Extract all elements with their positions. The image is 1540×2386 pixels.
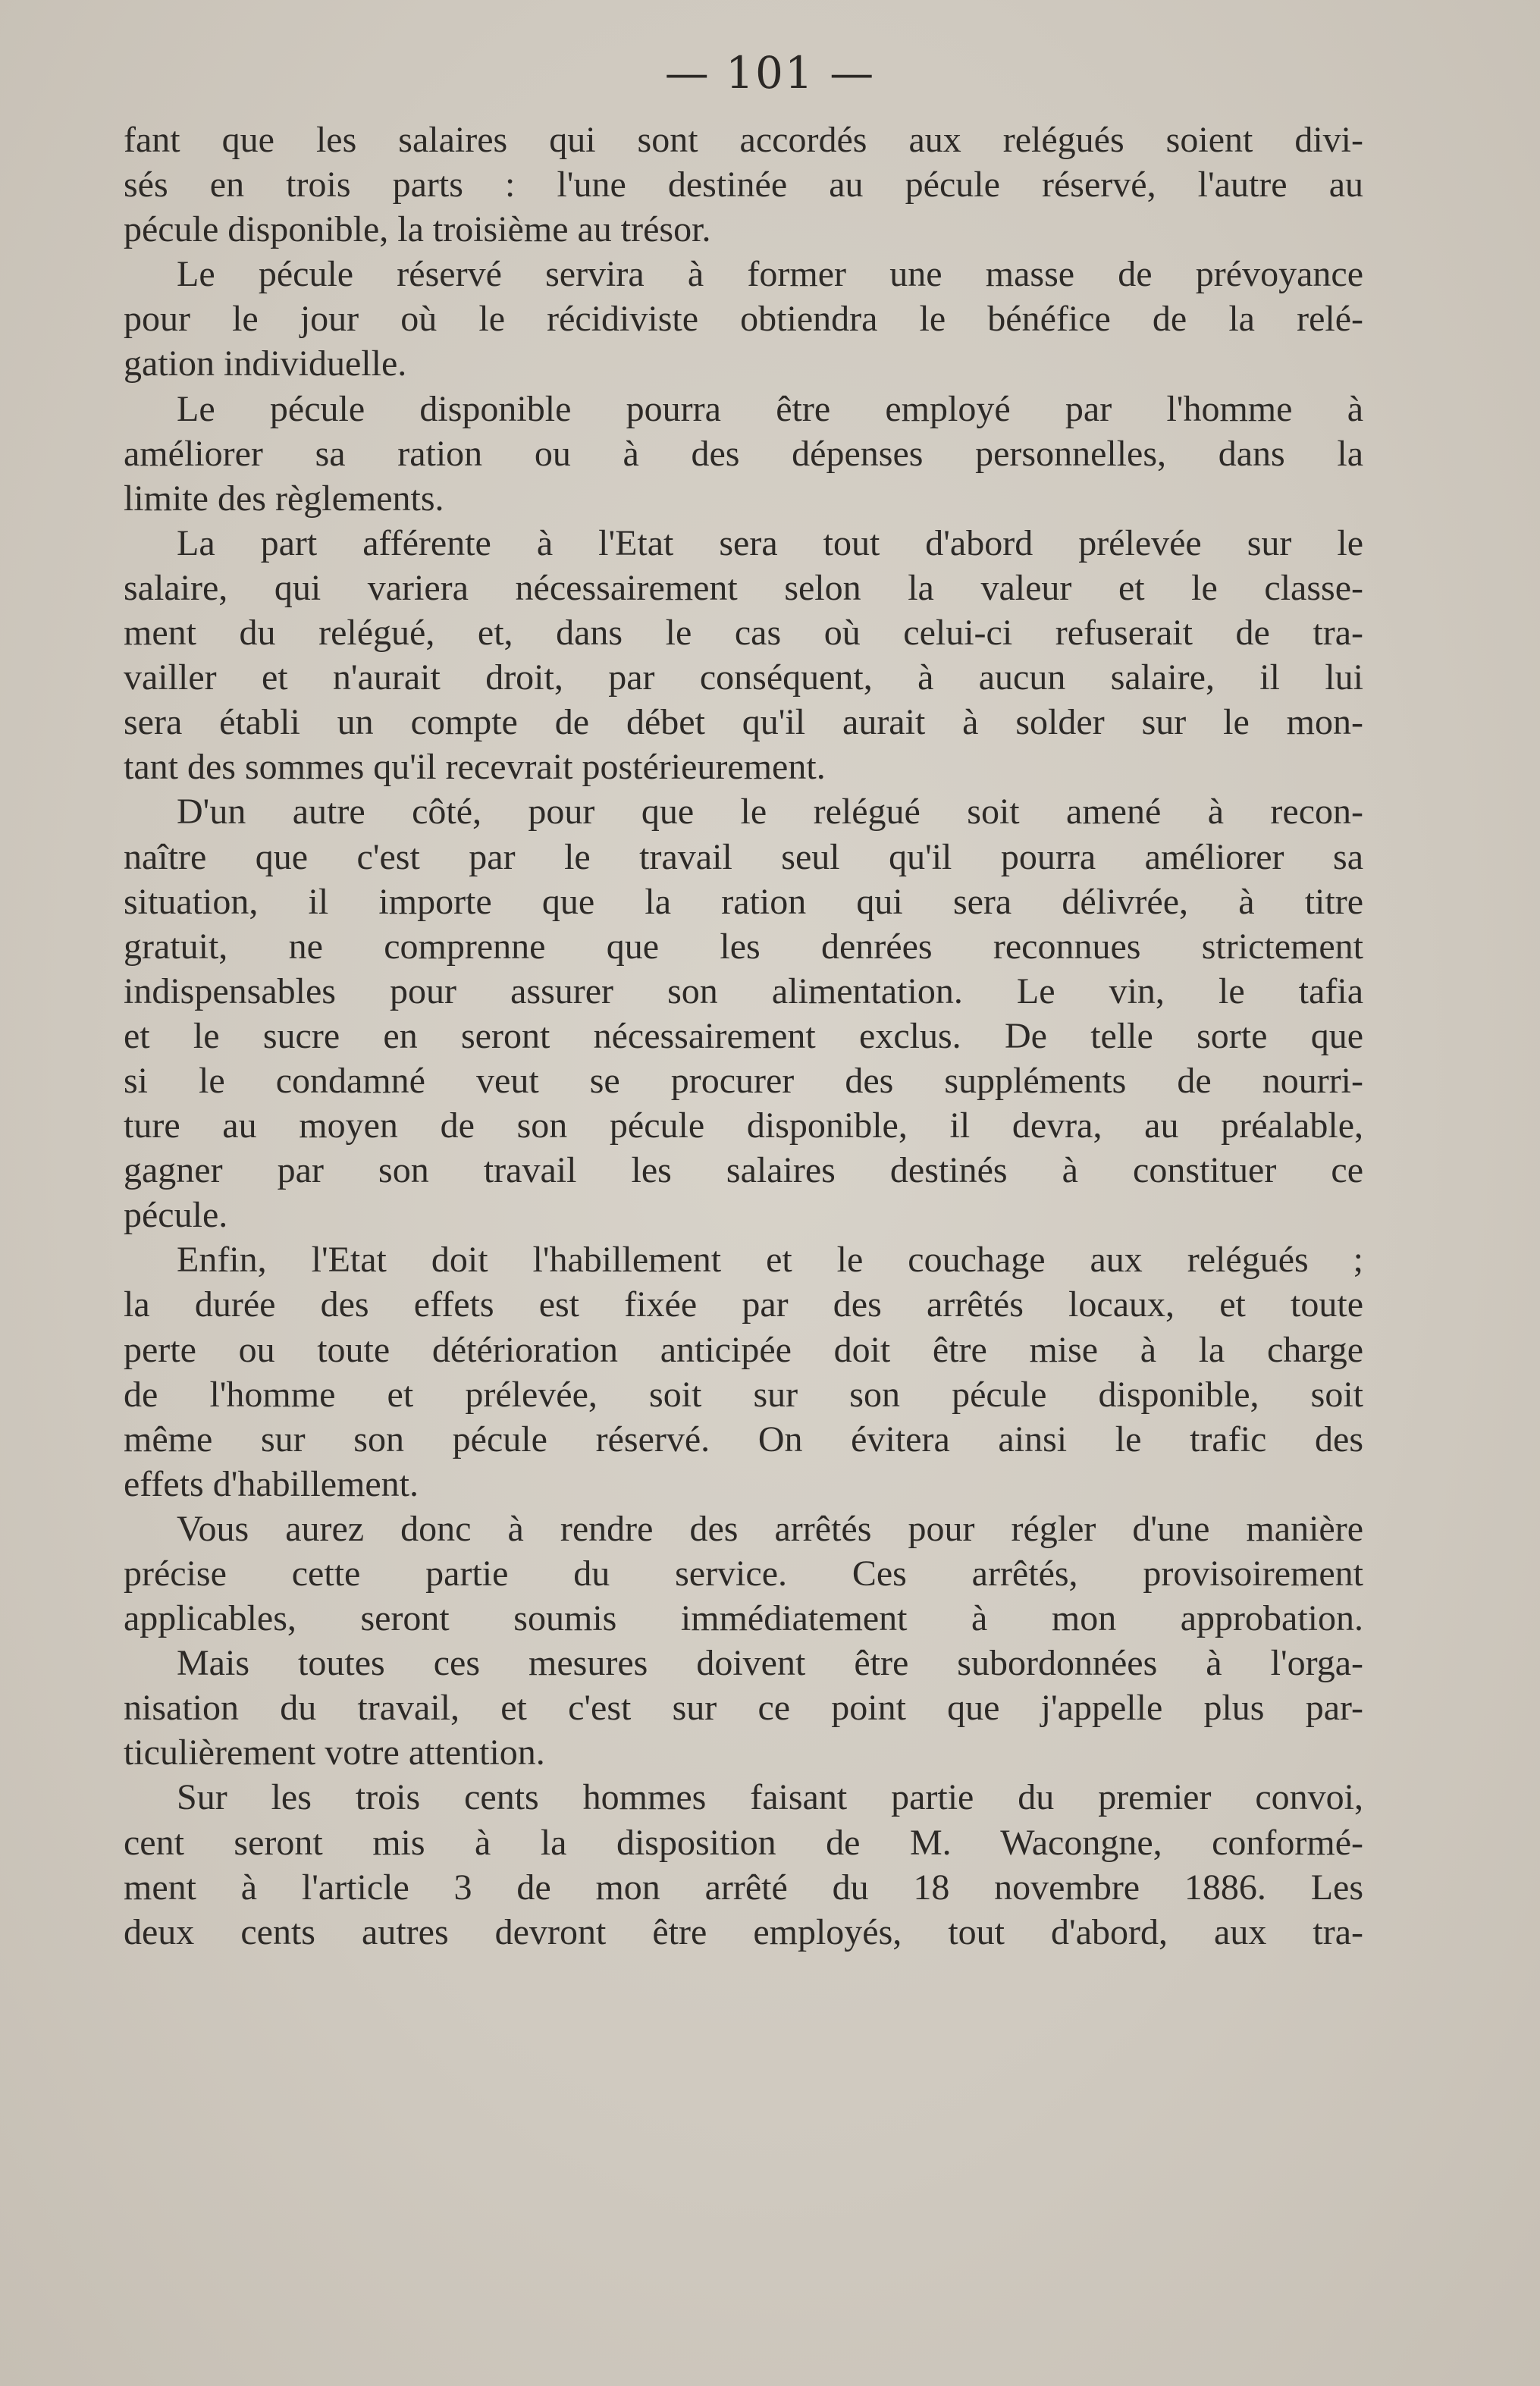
text-line: ment à l'article 3 de mon arrêté du 18 novembre 1886. Les — [124, 1867, 1363, 1908]
paragraph — [124, 387, 1363, 521]
text-line: perte ou toute détérioration anticipée doit être mise à la charge — [124, 1329, 1363, 1370]
text-line: limite des règlements. — [124, 478, 444, 519]
text-line: de l'homme et prélevée, soit sur son pécule disponible, soit — [124, 1374, 1363, 1415]
paragraph — [124, 118, 1363, 252]
text-line: pécule disponible, la troisième au trésor. — [124, 209, 711, 250]
text-line: Sur les trois cents hommes faisant partie du premier convoi, — [177, 1777, 1363, 1818]
text-line: situation, il importe que la ration qui sera délivrée, à titre — [124, 881, 1363, 922]
text-line: Le pécule réservé servira à former une masse de prévoyance — [177, 254, 1363, 295]
text-line: applicables, seront soumis immédiatement à mon approbation. — [124, 1598, 1363, 1639]
text-line: même sur son pécule réservé. On évitera ainsi le trafic des — [124, 1419, 1363, 1460]
text-line: si le condamné veut se procurer des suppléments de nourri- — [124, 1060, 1363, 1101]
text-line: D'un autre côté, pour que le relégué soit amené à recon- — [177, 792, 1363, 832]
page-number: — 101 — — [664, 47, 876, 99]
text-line: pour le jour où le récidiviste obtiendra le bénéfice de la relé- — [124, 299, 1363, 340]
text-line: cent seront mis à la disposition de M. Wacongne, conformé- — [124, 1822, 1363, 1863]
text-line: deux cents autres devront être employés, tout d'abord, aux tra- — [124, 1911, 1363, 1952]
text-line: sera établi un compte de débet qu'il aurait à solder sur le mon- — [124, 702, 1363, 743]
text-line: améliorer sa ration ou à des dépenses personnelles, dans la — [124, 433, 1363, 474]
text-line: tant des sommes qu'il recevrait postérieurement. — [124, 747, 826, 788]
text-line: gratuit, ne comprenne que les denrées reconnues strictement — [124, 926, 1363, 967]
paragraph — [124, 521, 1363, 790]
text-line: la durée des effets est fixée par des arrêtés locaux, et toute — [124, 1284, 1363, 1325]
text-line: Le pécule disponible pourra être employé par l'homme à — [177, 388, 1363, 429]
paragraph — [124, 789, 1363, 1237]
text-line: Vous aurez donc à rendre des arrêtés pour régler d'une manière — [177, 1508, 1363, 1549]
text-line: vailler et n'aurait droit, par conséquent, à aucun salaire, il lui — [124, 657, 1363, 698]
text-line: ture au moyen de son pécule disponible, il devra, au préalable, — [124, 1105, 1363, 1146]
text-line: sés en trois parts : l'une destinée au pécule réservé, l'autre au — [124, 165, 1363, 205]
text-line: La part afférente à l'Etat sera tout d'abord prélevée sur le — [177, 522, 1363, 563]
paragraph — [124, 1775, 1363, 1954]
paragraph — [124, 1641, 1363, 1775]
text-line: ticulièrement votre attention. — [124, 1732, 545, 1773]
text-line: pécule. — [124, 1195, 228, 1236]
text-line: gation individuelle. — [124, 343, 407, 384]
text-line: Mais toutes ces mesures doivent être subordonnées à l'orga- — [177, 1643, 1363, 1684]
text-line: effets d'habillement. — [124, 1463, 419, 1504]
paragraph — [124, 1507, 1363, 1641]
text-line: fant que les salaires qui sont accordés aux relégués soient divi- — [124, 120, 1363, 160]
paragraph — [124, 252, 1363, 386]
text-line: nisation du travail, et c'est sur ce point que j'appelle plus par- — [124, 1688, 1363, 1729]
text-line: naître que c'est par le travail seul qu'il pourra améliorer sa — [124, 836, 1363, 877]
text-line: Enfin, l'Etat doit l'habillement et le couchage aux relégués ; — [177, 1240, 1363, 1281]
paragraph — [124, 1237, 1363, 1507]
text-line: indispensables pour assurer son alimentation. Le vin, le tafia — [124, 970, 1363, 1011]
text-line: précise cette partie du service. Ces arrêtés, provisoirement — [124, 1554, 1363, 1594]
text-line: et le sucre en seront nécessairement exclus. De telle sorte que — [124, 1015, 1363, 1056]
text-line: ment du relégué, et, dans le cas où celui-ci refuserait de tra- — [124, 613, 1363, 654]
text-line: salaire, qui variera nécessairement selon la valeur et le classe- — [124, 567, 1363, 608]
text-body — [124, 118, 1363, 1955]
text-line: gagner par son travail les salaires destinés à constituer ce — [124, 1150, 1363, 1191]
